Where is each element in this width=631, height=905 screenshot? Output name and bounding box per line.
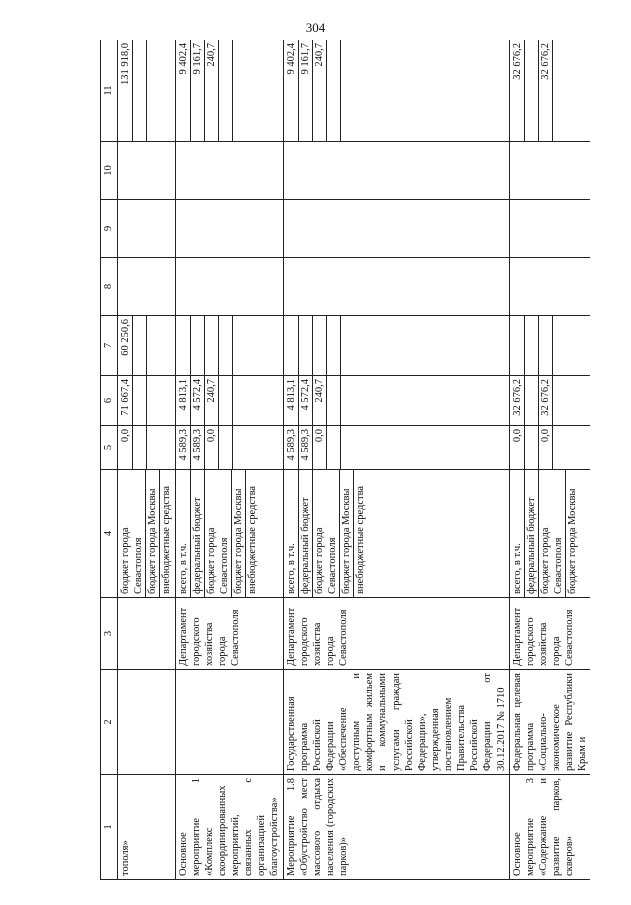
table-cell-line: федеральный бюджет xyxy=(191,470,205,597)
table-cell-col-6 xyxy=(118,376,176,426)
table-cell-line xyxy=(233,426,246,469)
table-cell-line xyxy=(341,376,354,425)
table-cell-line xyxy=(327,316,341,375)
table-cell-line xyxy=(511,316,525,375)
table-cell-line xyxy=(553,316,566,375)
table-cell-line xyxy=(133,316,147,375)
table-cell-line xyxy=(285,316,299,375)
table-cell-col-1: тополя» xyxy=(118,775,176,880)
table-cell-line: 32 676,2 xyxy=(511,376,525,425)
table-cell-line: бюджет города Москвы xyxy=(146,470,160,597)
table-cell-line: 0,0 xyxy=(511,426,525,469)
table-cell-col-8 xyxy=(118,258,176,316)
rotated-table xyxy=(100,40,590,880)
table-cell-col-4 xyxy=(283,470,509,598)
table-row xyxy=(118,40,176,880)
table-cell-col-9 xyxy=(175,200,283,258)
table-cell-line xyxy=(327,426,341,469)
table-cell-line xyxy=(553,426,566,469)
table-cell-line: 4 589,3 xyxy=(191,426,205,469)
table-cell-col-8 xyxy=(509,258,590,316)
table-cell-line: 9 161,7 xyxy=(299,40,313,141)
table-cell-line: 71 667,4 xyxy=(119,376,133,425)
table-cell-col-5 xyxy=(283,426,509,470)
table-cell-col-3: Департамент городского хозяйства города Севастополя xyxy=(509,598,590,670)
col-header-7: 7 xyxy=(101,316,118,376)
table-cell-line: федеральный бюджет xyxy=(299,470,313,597)
table-cell-line: бюджет города Москвы xyxy=(567,488,579,594)
table-row xyxy=(283,40,509,880)
table-cell-line: 4 589,3 xyxy=(299,426,313,469)
table-cell-line xyxy=(133,40,147,141)
table-cell-col-6 xyxy=(283,376,509,426)
table-cell-line xyxy=(147,40,160,141)
table-cell-line: всего, в т.ч. xyxy=(285,470,299,597)
table-cell-line: 0,0 xyxy=(313,426,327,469)
table-cell-col-1: Основное мероприятие 1 «Комплекс скоординированных мероприятий, связанных с организацией благоустройства» xyxy=(175,775,283,880)
table-cell-col-7 xyxy=(283,316,509,376)
table-cell-line xyxy=(233,40,246,141)
table-cell-line xyxy=(191,316,205,375)
table-cell-line xyxy=(147,316,160,375)
table-cell-line: 240,7 xyxy=(313,376,327,425)
table-cell-line: федеральный бюджет xyxy=(525,470,539,597)
table-cell-line: 0,0 xyxy=(119,426,133,469)
table-cell-col-9 xyxy=(283,200,509,258)
col-header-2: 2 xyxy=(101,670,118,775)
table-cell-col-10 xyxy=(118,142,176,200)
table-cell-col-2 xyxy=(175,670,283,775)
table-cell-line xyxy=(205,316,219,375)
col-header-9: 9 xyxy=(101,200,118,258)
col-header-1: 1 xyxy=(101,775,118,880)
table-cell-col-8 xyxy=(283,258,509,316)
table-cell-line xyxy=(553,376,566,425)
table-cell-line: 0,0 xyxy=(205,426,219,469)
table-cell-line: 240,7 xyxy=(205,376,219,425)
col-header-8: 8 xyxy=(101,258,118,316)
table-cell-line: 60 250,6 xyxy=(119,316,133,375)
table-cell-line: 131 918,0 xyxy=(119,40,133,141)
table-cell-line: 4 589,3 xyxy=(285,426,299,469)
table-cell-col-6 xyxy=(175,376,283,426)
table-cell-line xyxy=(313,316,327,375)
table-cell-col-5 xyxy=(175,426,283,470)
col-header-10: 10 xyxy=(101,142,118,200)
table-cell-line: 32 676,2 xyxy=(539,40,553,141)
table-cell-col-3: Департамент городского хозяйства города Севастополя xyxy=(283,598,509,670)
table-cell-line: 32 676,2 xyxy=(539,376,553,425)
rotated-table-frame xyxy=(100,40,590,880)
table-cell-col-4 xyxy=(118,470,176,598)
table-cell-line: внебюджетные средства xyxy=(161,485,173,594)
table-cell-line xyxy=(147,426,160,469)
table-cell-line xyxy=(233,376,246,425)
table-cell-line: 4 572,4 xyxy=(191,376,205,425)
table-cell-col-7 xyxy=(175,316,283,376)
table-cell-line xyxy=(341,40,354,141)
table-cell-col-11 xyxy=(118,40,176,142)
table-cell-line: внебюджетные средства xyxy=(247,485,259,594)
table-cell-line xyxy=(233,316,246,375)
table-cell-line: 32 676,2 xyxy=(511,40,525,141)
table-cell-line xyxy=(177,316,191,375)
budget-table xyxy=(100,40,590,880)
table-cell-line xyxy=(219,40,233,141)
table-cell-line: бюджет города Севастополя xyxy=(119,470,146,597)
table-cell-col-2: Государственная программа Российской Федерации «Обеспечение доступным и комфортным жильем и коммунальными услугами граждан Российской Федерации», утвержденная постановлением Правительства Российской Федерации от 30.12.2017 № 1710 xyxy=(283,670,509,775)
table-cell-line: 4 813,1 xyxy=(285,376,299,425)
col-header-6: 6 xyxy=(101,376,118,426)
table-cell-col-6 xyxy=(509,376,590,426)
table-cell-line: бюджет города Севастополя xyxy=(205,470,232,597)
table-cell-line xyxy=(219,376,233,425)
table-cell-col-1: Мероприятие 1.8 «Обустройство мест массового отдыха населения (городских парков)» xyxy=(283,775,509,880)
table-cell-line: бюджет города Москвы xyxy=(340,470,354,597)
header-row xyxy=(101,40,118,880)
table-cell-col-2: Федеральная целевая программа «Социально-экономическое развитие Республики Крым и xyxy=(509,670,590,775)
table-cell-line xyxy=(525,426,539,469)
table-cell-line xyxy=(525,376,539,425)
table-cell-line: 9 402,4 xyxy=(285,40,299,141)
table-cell-line: 4 572,4 xyxy=(299,376,313,425)
table-cell-line: бюджет города Москвы xyxy=(232,470,246,597)
table-cell-col-10 xyxy=(509,142,590,200)
table-cell-line xyxy=(219,316,233,375)
table-cell-line xyxy=(299,316,313,375)
table-cell-col-5 xyxy=(118,426,176,470)
table-cell-col-8 xyxy=(175,258,283,316)
table-cell-line: 240,7 xyxy=(313,40,327,141)
table-cell-col-1: Основное мероприятие 3 «Содержание и развитие парков, скверов» xyxy=(509,775,590,880)
table-cell-line xyxy=(327,376,341,425)
table-cell-line: всего, в т.ч. xyxy=(511,470,525,597)
table-cell-col-4 xyxy=(509,470,590,598)
table-cell-col-5 xyxy=(509,426,590,470)
table-cell-line xyxy=(525,40,539,141)
col-header-11: 11 xyxy=(101,40,118,142)
table-cell-col-3 xyxy=(118,598,176,670)
table-cell-line: 9 161,7 xyxy=(191,40,205,141)
table-cell-line: 9 402,4 xyxy=(177,40,191,141)
table-cell-line: бюджет города Севастополя xyxy=(313,470,340,597)
table-cell-col-4 xyxy=(175,470,283,598)
table-cell-col-9 xyxy=(118,200,176,258)
table-cell-line xyxy=(147,376,160,425)
table-cell-line: 4 589,3 xyxy=(177,426,191,469)
table-cell-col-10 xyxy=(283,142,509,200)
table-row xyxy=(175,40,283,880)
table-cell-col-10 xyxy=(175,142,283,200)
table-cell-line: бюджет города Севастополя xyxy=(539,470,566,597)
table-cell-col-3: Департамент городского хозяйства города Севастополя xyxy=(175,598,283,670)
table-cell-col-11 xyxy=(175,40,283,142)
table-cell-line xyxy=(327,40,341,141)
table-cell-line xyxy=(341,316,354,375)
table-row xyxy=(509,40,590,880)
table-cell-col-2 xyxy=(118,670,176,775)
table-cell-col-7 xyxy=(509,316,590,376)
table-cell-line xyxy=(525,316,539,375)
col-header-4: 4 xyxy=(101,470,118,598)
page-number: 304 xyxy=(305,20,326,35)
table-cell-line xyxy=(341,426,354,469)
table-cell-line: внебюджетные средства xyxy=(355,485,367,594)
table-cell-col-9 xyxy=(509,200,590,258)
table-cell-col-11 xyxy=(509,40,590,142)
table-cell-line: 4 813,1 xyxy=(177,376,191,425)
col-header-5: 5 xyxy=(101,426,118,470)
table-cell-line xyxy=(219,426,233,469)
table-cell-line: 240,7 xyxy=(205,40,219,141)
table-cell-line xyxy=(133,426,147,469)
table-cell-col-11 xyxy=(283,40,509,142)
col-header-3: 3 xyxy=(101,598,118,670)
table-cell-line xyxy=(553,40,566,141)
table-cell-line xyxy=(133,376,147,425)
table-cell-line: всего, в т.ч. xyxy=(177,470,191,597)
table-cell-col-7 xyxy=(118,316,176,376)
table-cell-line: 0,0 xyxy=(539,426,553,469)
table-cell-line xyxy=(539,316,553,375)
